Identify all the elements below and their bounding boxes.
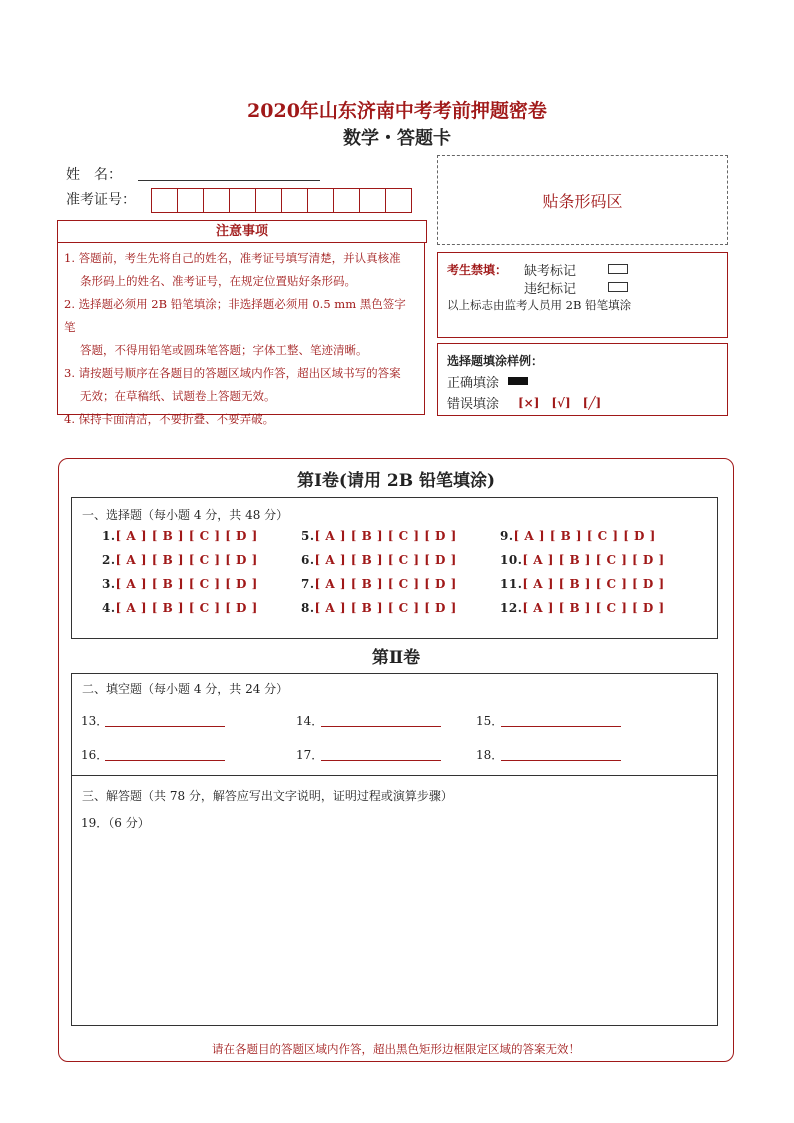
violation-mark-label: 违纪标记 — [524, 282, 577, 297]
name-field[interactable] — [138, 180, 320, 181]
name-label: 姓 名： — [66, 167, 122, 183]
choice-q8[interactable] — [301, 601, 457, 615]
q-options[interactable]: [ A ] [ B ] [ C ] [ D ] — [513, 529, 656, 543]
fill-q14-label: 14． — [296, 714, 324, 728]
q-number: 10. — [500, 553, 523, 567]
fill-q16-blank[interactable] — [105, 760, 225, 761]
q-number: 8. — [301, 601, 315, 615]
answer-section-label: 三、解答题（共 78 分，解答应写出文字说明，证明过程或演算步骤） — [82, 789, 453, 803]
proctor-marks-box — [437, 252, 728, 338]
id-digit-box[interactable] — [178, 189, 204, 212]
id-digit-box[interactable] — [308, 189, 334, 212]
id-digit-box[interactable] — [282, 189, 308, 212]
q-number: 6. — [301, 553, 315, 567]
sample-title: 选择题填涂样例： — [447, 354, 544, 368]
note-item-1-cont: 条形码上的姓名、准考证号，在规定位置贴好条形码。 — [80, 274, 356, 288]
violation-mark-box[interactable] — [608, 282, 628, 292]
correct-fill-label: 正确填涂 — [447, 376, 500, 391]
forbid-note: 以上标志由监考人员用 2B 铅笔填涂 — [447, 298, 632, 312]
choice-q11[interactable] — [500, 577, 665, 591]
exam-id-boxes[interactable] — [151, 188, 412, 213]
id-digit-box[interactable] — [230, 189, 256, 212]
note-item-2: 2. 选择题必须用 2B 铅笔填涂；非选择题必须用 0.5 mm 黑色签字笔 — [64, 297, 406, 334]
notes-box — [57, 243, 425, 426]
choice-q4[interactable] — [102, 601, 258, 615]
q-options[interactable]: [ A ] [ B ] [ C ] [ D ] — [115, 601, 258, 615]
notes-heading: 注意事项 — [57, 220, 427, 243]
page-subtitle: 数学・答题卡 — [343, 128, 451, 149]
fill-q17-blank[interactable] — [321, 760, 441, 761]
part1-title: 第Ⅰ卷(请用 2B 铅笔填涂) — [296, 471, 496, 491]
q-options[interactable]: [ A ] [ B ] [ C ] [ D ] — [522, 577, 665, 591]
q-number: 1. — [102, 529, 116, 543]
fill-q18-label: 18． — [476, 748, 504, 762]
id-digit-box[interactable] — [152, 189, 178, 212]
fill-q13-blank[interactable] — [105, 726, 225, 727]
id-digit-box[interactable] — [334, 189, 360, 212]
choice-q10[interactable] — [500, 553, 665, 567]
note-item-3-cont: 无效；在草稿纸、试题卷上答题无效。 — [80, 389, 276, 403]
q-options[interactable]: [ A ] [ B ] [ C ] [ D ] — [115, 577, 258, 591]
fill-q17-label: 17． — [296, 748, 324, 762]
answer-section[interactable] — [71, 775, 718, 1026]
note-item-3: 3. 请按题号顺序在各题目的答题区域内作答，超出区域书写的答案 — [64, 366, 401, 380]
note-item-1: 1. 答题前，考生先将自己的姓名，准考证号填写清楚，并认真核准 — [64, 251, 401, 265]
fill-section-label: 二、填空题（每小题 4 分，共 24 分） — [82, 682, 289, 696]
q-number: 7. — [301, 577, 315, 591]
q-options[interactable]: [ A ] [ B ] [ C ] [ D ] — [522, 553, 665, 567]
q-number: 11. — [500, 577, 523, 591]
note-item-2-cont: 答题，不得用铅笔或圆珠笔答题；字体工整、笔迹清晰。 — [80, 343, 368, 357]
wrong-fill-marks: [×] [√] [╱] — [518, 396, 602, 410]
fill-q15-blank[interactable] — [501, 726, 621, 727]
choice-q5[interactable] — [301, 529, 457, 543]
fill-q18-blank[interactable] — [501, 760, 621, 761]
q-options[interactable]: [ A ] [ B ] [ C ] [ D ] — [115, 553, 258, 567]
fill-q15-label: 15． — [476, 714, 504, 728]
barcode-area — [437, 155, 728, 245]
q-options[interactable]: [ A ] [ B ] [ C ] [ D ] — [314, 601, 457, 615]
q-options[interactable]: [ A ] [ B ] [ C ] [ D ] — [314, 553, 457, 567]
q-options[interactable]: [ A ] [ B ] [ C ] [ D ] — [522, 601, 665, 615]
choice-q6[interactable] — [301, 553, 457, 567]
choice-q2[interactable] — [102, 553, 258, 567]
choice-q3[interactable] — [102, 577, 258, 591]
correct-fill-mark — [508, 377, 528, 385]
q-number: 2. — [102, 553, 116, 567]
q-number: 3. — [102, 577, 116, 591]
fill-q16-label: 16． — [81, 748, 109, 762]
q-number: 4. — [102, 601, 116, 615]
part2-title: 第Ⅱ卷 — [371, 648, 421, 668]
q-number: 12. — [500, 601, 523, 615]
note-item-4: 4. 保持卡面清洁，不要折叠、不要弄破。 — [64, 412, 275, 426]
fill-q13-label: 13． — [81, 714, 109, 728]
absent-mark-label: 缺考标记 — [524, 264, 577, 279]
fill-q14-blank[interactable] — [321, 726, 441, 727]
choice-section-label: 一、选择题（每小题 4 分，共 48 分） — [82, 508, 289, 522]
choice-section — [71, 497, 718, 639]
choice-q9[interactable] — [500, 529, 656, 543]
forbid-label: 考生禁填： — [447, 263, 508, 277]
id-digit-box[interactable] — [386, 189, 411, 212]
barcode-label: 贴条形码区 — [542, 191, 623, 211]
choice-q12[interactable] — [500, 601, 665, 615]
footer-warning: 请在各题目的答题区域内作答，超出黑色矩形边框限定区域的答案无效！ — [212, 1042, 580, 1056]
id-digit-box[interactable] — [204, 189, 230, 212]
id-digit-box[interactable] — [360, 189, 386, 212]
wrong-fill-label: 错误填涂 — [447, 397, 500, 412]
id-label: 准考证号： — [66, 192, 136, 208]
q-number: 9. — [500, 529, 514, 543]
q19-label: 19．（6 分） — [81, 816, 150, 830]
q-number: 5. — [301, 529, 315, 543]
choice-q1[interactable] — [102, 529, 258, 543]
choice-q7[interactable] — [301, 577, 457, 591]
q-options[interactable]: [ A ] [ B ] [ C ] [ D ] — [314, 577, 457, 591]
q-options[interactable]: [ A ] [ B ] [ C ] [ D ] — [314, 529, 457, 543]
id-digit-box[interactable] — [256, 189, 282, 212]
fill-section — [71, 673, 718, 776]
page-title: 2020年山东济南中考考前押题密卷 — [247, 100, 547, 122]
fill-sample-box — [437, 343, 728, 416]
absent-mark-box[interactable] — [608, 264, 628, 274]
q-options[interactable]: [ A ] [ B ] [ C ] [ D ] — [115, 529, 258, 543]
